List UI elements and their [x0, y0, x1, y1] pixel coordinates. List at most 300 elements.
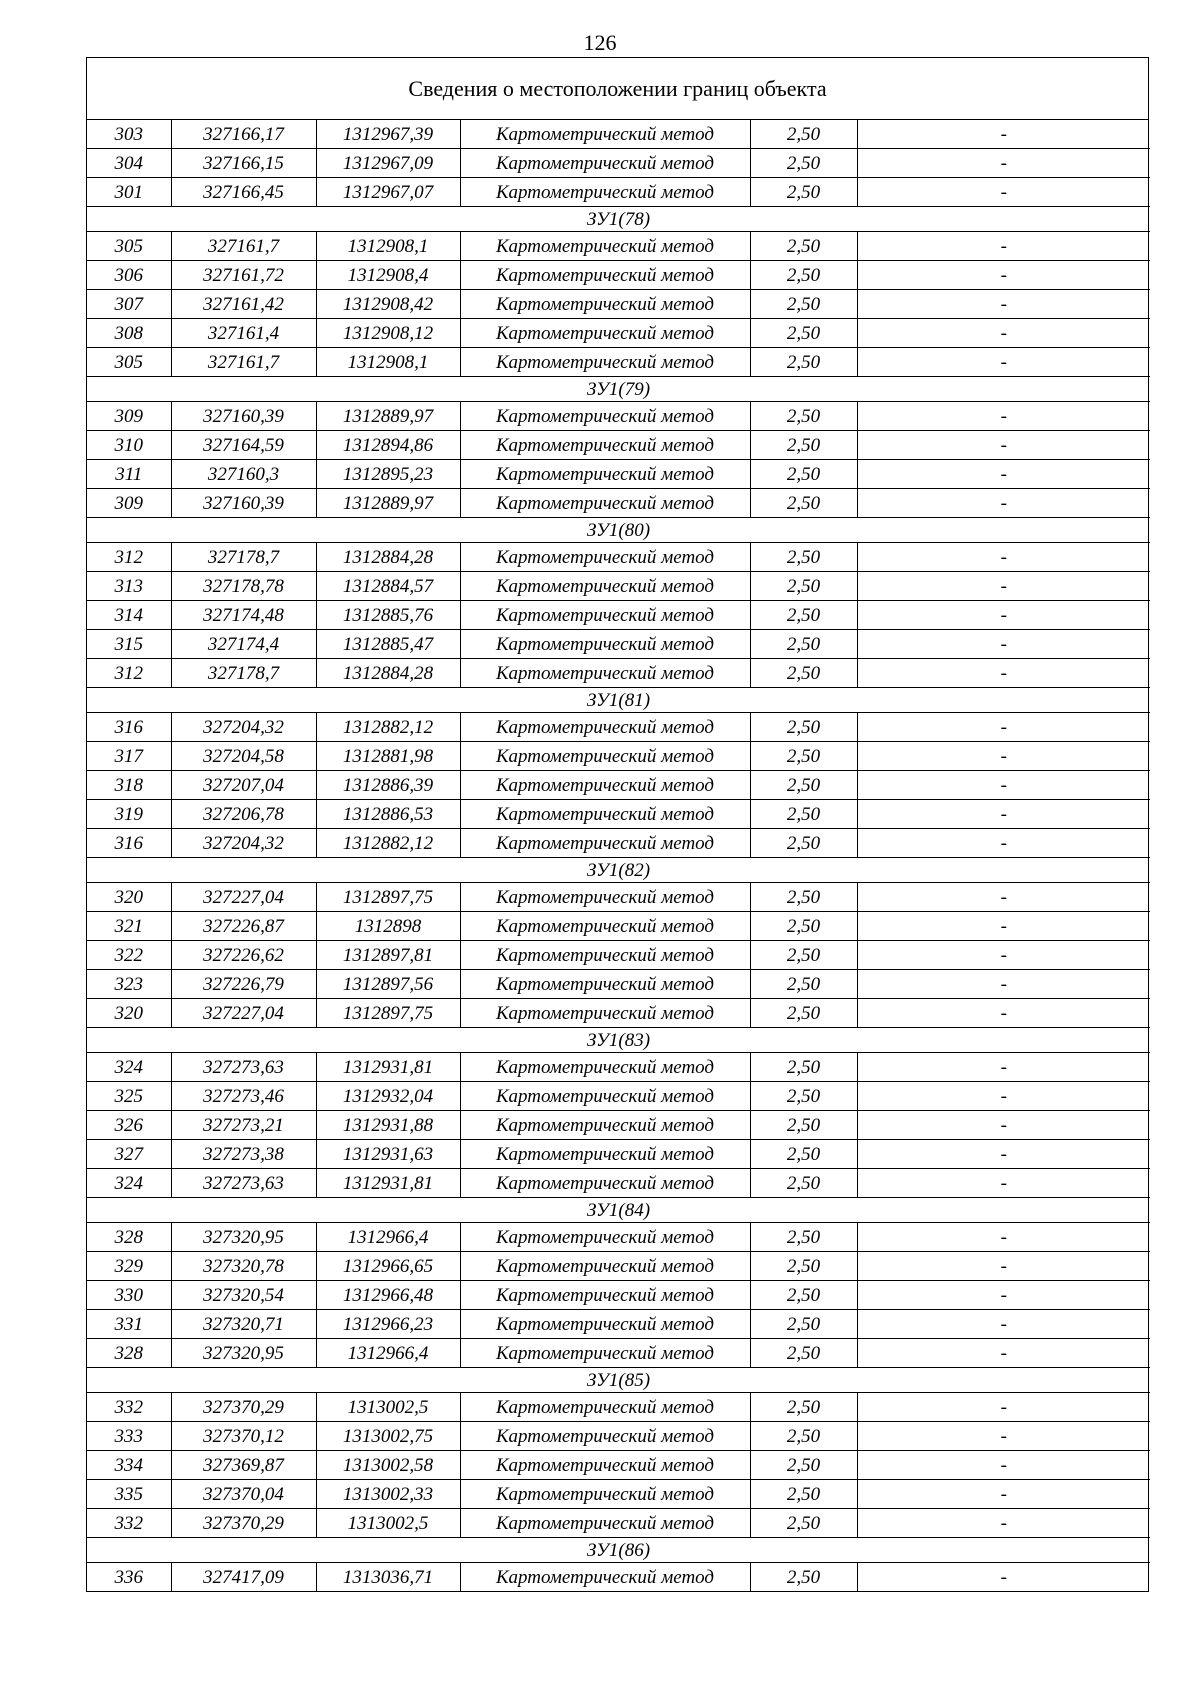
coordinate-x-cell: 327370,12	[171, 1422, 316, 1451]
point-number-cell: 305	[87, 348, 171, 377]
coordinate-y-cell: 1312895,23	[316, 460, 460, 489]
method-cell: Картометрический метод	[460, 402, 750, 431]
group-label: ЗУ1(82)	[87, 858, 1150, 883]
accuracy-cell: 2,50	[750, 713, 857, 742]
coordinate-x-cell: 327166,15	[171, 149, 316, 178]
method-cell: Картометрический метод	[460, 630, 750, 659]
point-number-cell: 333	[87, 1422, 171, 1451]
table-row	[87, 1223, 1150, 1252]
coordinate-y-cell: 1312931,81	[316, 1053, 460, 1082]
description-cell: -	[857, 970, 1150, 999]
coordinate-y-cell: 1312897,75	[316, 999, 460, 1028]
accuracy-cell: 2,50	[750, 1393, 857, 1422]
point-number-cell: 327	[87, 1140, 171, 1169]
coordinate-x-cell: 327174,4	[171, 630, 316, 659]
coordinate-x-cell: 327369,87	[171, 1451, 316, 1480]
coordinate-y-cell: 1312881,98	[316, 742, 460, 771]
accuracy-cell: 2,50	[750, 970, 857, 999]
coordinate-x-cell: 327226,87	[171, 912, 316, 941]
point-number-cell: 304	[87, 149, 171, 178]
point-number-cell: 305	[87, 232, 171, 261]
table-row	[87, 348, 1150, 377]
coordinate-x-cell: 327178,78	[171, 572, 316, 601]
coordinate-y-cell: 1312966,4	[316, 1223, 460, 1252]
group-header-row	[87, 1538, 1150, 1563]
description-cell: -	[857, 319, 1150, 348]
coordinate-y-cell: 1312931,88	[316, 1111, 460, 1140]
table-title: Сведения о местоположении границ объекта	[87, 58, 1148, 120]
description-cell: -	[857, 348, 1150, 377]
method-cell: Картометрический метод	[460, 1140, 750, 1169]
coordinate-x-cell: 327320,54	[171, 1281, 316, 1310]
description-cell: -	[857, 800, 1150, 829]
point-number-cell: 310	[87, 431, 171, 460]
coordinate-y-cell: 1312908,12	[316, 319, 460, 348]
table-row	[87, 572, 1150, 601]
point-number-cell: 319	[87, 800, 171, 829]
method-cell: Картометрический метод	[460, 1169, 750, 1198]
method-cell: Картометрический метод	[460, 149, 750, 178]
table-row	[87, 1310, 1150, 1339]
table-row	[87, 178, 1150, 207]
table-row	[87, 1140, 1150, 1169]
accuracy-cell: 2,50	[750, 149, 857, 178]
method-cell: Картометрический метод	[460, 1422, 750, 1451]
table-row	[87, 1480, 1150, 1509]
coordinate-x-cell: 327204,32	[171, 829, 316, 858]
point-number-cell: 328	[87, 1339, 171, 1368]
table-row	[87, 1053, 1150, 1082]
description-cell: -	[857, 1082, 1150, 1111]
point-number-cell: 320	[87, 883, 171, 912]
coordinate-y-cell: 1312897,81	[316, 941, 460, 970]
coordinate-x-cell: 327160,3	[171, 460, 316, 489]
method-cell: Картометрический метод	[460, 261, 750, 290]
boundary-coordinates-table	[87, 120, 1150, 1591]
table-row	[87, 771, 1150, 800]
coordinate-y-cell: 1312897,75	[316, 883, 460, 912]
accuracy-cell: 2,50	[750, 1422, 857, 1451]
group-header-row	[87, 207, 1150, 232]
point-number-cell: 312	[87, 659, 171, 688]
coordinate-y-cell: 1312908,42	[316, 290, 460, 319]
coordinate-y-cell: 1312932,04	[316, 1082, 460, 1111]
group-label: ЗУ1(79)	[87, 377, 1150, 402]
description-cell: -	[857, 1339, 1150, 1368]
accuracy-cell: 2,50	[750, 460, 857, 489]
group-label: ЗУ1(86)	[87, 1538, 1150, 1563]
description-cell: -	[857, 630, 1150, 659]
accuracy-cell: 2,50	[750, 742, 857, 771]
coordinate-y-cell: 1312898	[316, 912, 460, 941]
description-cell: -	[857, 431, 1150, 460]
table-row	[87, 402, 1150, 431]
description-cell: -	[857, 742, 1150, 771]
method-cell: Картометрический метод	[460, 1111, 750, 1140]
point-number-cell: 315	[87, 630, 171, 659]
point-number-cell: 335	[87, 1480, 171, 1509]
description-cell: -	[857, 713, 1150, 742]
method-cell: Картометрический метод	[460, 460, 750, 489]
method-cell: Картометрический метод	[460, 431, 750, 460]
group-label: ЗУ1(80)	[87, 518, 1150, 543]
coordinate-x-cell: 327161,7	[171, 348, 316, 377]
point-number-cell: 332	[87, 1509, 171, 1538]
point-number-cell: 307	[87, 290, 171, 319]
coordinate-y-cell: 1312967,09	[316, 149, 460, 178]
group-header-row	[87, 858, 1150, 883]
coordinate-x-cell: 327226,62	[171, 941, 316, 970]
method-cell: Картометрический метод	[460, 659, 750, 688]
point-number-cell: 314	[87, 601, 171, 630]
method-cell: Картометрический метод	[460, 1339, 750, 1368]
table-row	[87, 232, 1150, 261]
point-number-cell: 318	[87, 771, 171, 800]
coordinate-x-cell: 327273,38	[171, 1140, 316, 1169]
description-cell: -	[857, 1451, 1150, 1480]
method-cell: Картометрический метод	[460, 1281, 750, 1310]
coordinate-x-cell: 327207,04	[171, 771, 316, 800]
point-number-cell: 311	[87, 460, 171, 489]
method-cell: Картометрический метод	[460, 572, 750, 601]
coordinate-y-cell: 1313002,58	[316, 1451, 460, 1480]
point-number-cell: 306	[87, 261, 171, 290]
table-row	[87, 290, 1150, 319]
method-cell: Картометрический метод	[460, 713, 750, 742]
accuracy-cell: 2,50	[750, 1281, 857, 1310]
table-row	[87, 319, 1150, 348]
coordinate-x-cell: 327164,59	[171, 431, 316, 460]
accuracy-cell: 2,50	[750, 402, 857, 431]
table-row	[87, 261, 1150, 290]
coordinate-y-cell: 1312884,28	[316, 543, 460, 572]
method-cell: Картометрический метод	[460, 1563, 750, 1592]
description-cell: -	[857, 1393, 1150, 1422]
group-label: ЗУ1(84)	[87, 1198, 1150, 1223]
description-cell: -	[857, 912, 1150, 941]
point-number-cell: 301	[87, 178, 171, 207]
accuracy-cell: 2,50	[750, 800, 857, 829]
method-cell: Картометрический метод	[460, 120, 750, 149]
table-row	[87, 120, 1150, 149]
coordinate-x-cell: 327178,7	[171, 659, 316, 688]
description-cell: -	[857, 941, 1150, 970]
description-cell: -	[857, 460, 1150, 489]
accuracy-cell: 2,50	[750, 348, 857, 377]
description-cell: -	[857, 1480, 1150, 1509]
accuracy-cell: 2,50	[750, 572, 857, 601]
point-number-cell: 313	[87, 572, 171, 601]
coordinate-y-cell: 1312931,63	[316, 1140, 460, 1169]
accuracy-cell: 2,50	[750, 1563, 857, 1592]
coordinate-x-cell: 327204,58	[171, 742, 316, 771]
group-header-row	[87, 1198, 1150, 1223]
table-row	[87, 1281, 1150, 1310]
description-cell: -	[857, 1140, 1150, 1169]
coordinate-x-cell: 327370,04	[171, 1480, 316, 1509]
description-cell: -	[857, 1111, 1150, 1140]
table-row	[87, 543, 1150, 572]
table-row	[87, 742, 1150, 771]
coordinate-x-cell: 327227,04	[171, 999, 316, 1028]
description-cell: -	[857, 149, 1150, 178]
group-label: ЗУ1(78)	[87, 207, 1150, 232]
coordinate-y-cell: 1312908,4	[316, 261, 460, 290]
table-row	[87, 489, 1150, 518]
accuracy-cell: 2,50	[750, 1169, 857, 1198]
description-cell: -	[857, 601, 1150, 630]
accuracy-cell: 2,50	[750, 630, 857, 659]
accuracy-cell: 2,50	[750, 771, 857, 800]
table-row	[87, 800, 1150, 829]
point-number-cell: 330	[87, 1281, 171, 1310]
point-number-cell: 321	[87, 912, 171, 941]
accuracy-cell: 2,50	[750, 1053, 857, 1082]
coordinate-x-cell: 327178,7	[171, 543, 316, 572]
coordinate-y-cell: 1313036,71	[316, 1563, 460, 1592]
method-cell: Картометрический метод	[460, 1451, 750, 1480]
coordinate-y-cell: 1312966,65	[316, 1252, 460, 1281]
group-label: ЗУ1(85)	[87, 1368, 1150, 1393]
method-cell: Картометрический метод	[460, 1393, 750, 1422]
method-cell: Картометрический метод	[460, 1252, 750, 1281]
coordinate-x-cell: 327174,48	[171, 601, 316, 630]
coordinate-y-cell: 1312889,97	[316, 489, 460, 518]
accuracy-cell: 2,50	[750, 829, 857, 858]
description-cell: -	[857, 1509, 1150, 1538]
page-number: 126	[583, 30, 617, 55]
accuracy-cell: 2,50	[750, 1111, 857, 1140]
coordinate-y-cell: 1312886,53	[316, 800, 460, 829]
coordinate-x-cell: 327320,78	[171, 1252, 316, 1281]
description-cell: -	[857, 883, 1150, 912]
coordinate-y-cell: 1312966,4	[316, 1339, 460, 1368]
coordinate-y-cell: 1312894,86	[316, 431, 460, 460]
method-cell: Картометрический метод	[460, 543, 750, 572]
point-number-cell: 309	[87, 489, 171, 518]
description-cell: -	[857, 829, 1150, 858]
description-cell: -	[857, 771, 1150, 800]
group-header-row	[87, 1028, 1150, 1053]
coordinate-x-cell: 327161,42	[171, 290, 316, 319]
accuracy-cell: 2,50	[750, 1223, 857, 1252]
table-row	[87, 1509, 1150, 1538]
description-cell: -	[857, 1169, 1150, 1198]
description-cell: -	[857, 261, 1150, 290]
coordinate-y-cell: 1312885,76	[316, 601, 460, 630]
coordinate-y-cell: 1313002,5	[316, 1509, 460, 1538]
group-header-row	[87, 1368, 1150, 1393]
point-number-cell: 308	[87, 319, 171, 348]
group-label: ЗУ1(81)	[87, 688, 1150, 713]
method-cell: Картометрический метод	[460, 912, 750, 941]
point-number-cell: 312	[87, 543, 171, 572]
description-cell: -	[857, 1252, 1150, 1281]
description-cell: -	[857, 999, 1150, 1028]
method-cell: Картометрический метод	[460, 970, 750, 999]
description-cell: -	[857, 120, 1150, 149]
point-number-cell: 336	[87, 1563, 171, 1592]
method-cell: Картометрический метод	[460, 1509, 750, 1538]
accuracy-cell: 2,50	[750, 489, 857, 518]
description-cell: -	[857, 402, 1150, 431]
point-number-cell: 303	[87, 120, 171, 149]
table-body	[87, 120, 1150, 1591]
coordinate-x-cell: 327226,79	[171, 970, 316, 999]
coordinate-x-cell: 327161,72	[171, 261, 316, 290]
description-cell: -	[857, 290, 1150, 319]
table-row	[87, 630, 1150, 659]
description-cell: -	[857, 572, 1150, 601]
accuracy-cell: 2,50	[750, 232, 857, 261]
point-number-cell: 331	[87, 1310, 171, 1339]
coordinate-x-cell: 327166,17	[171, 120, 316, 149]
description-cell: -	[857, 1053, 1150, 1082]
table-row	[87, 1169, 1150, 1198]
boundary-table-frame	[86, 57, 1149, 1592]
point-number-cell: 332	[87, 1393, 171, 1422]
group-header-row	[87, 377, 1150, 402]
coordinate-x-cell: 327166,45	[171, 178, 316, 207]
coordinate-x-cell: 327370,29	[171, 1393, 316, 1422]
accuracy-cell: 2,50	[750, 431, 857, 460]
method-cell: Картометрический метод	[460, 489, 750, 518]
coordinate-x-cell: 327206,78	[171, 800, 316, 829]
table-row	[87, 1111, 1150, 1140]
method-cell: Картометрический метод	[460, 999, 750, 1028]
description-cell: -	[857, 1422, 1150, 1451]
accuracy-cell: 2,50	[750, 601, 857, 630]
table-row	[87, 713, 1150, 742]
point-number-cell: 323	[87, 970, 171, 999]
accuracy-cell: 2,50	[750, 1252, 857, 1281]
coordinate-x-cell: 327320,95	[171, 1223, 316, 1252]
point-number-cell: 328	[87, 1223, 171, 1252]
coordinate-x-cell: 327204,32	[171, 713, 316, 742]
point-number-cell: 320	[87, 999, 171, 1028]
accuracy-cell: 2,50	[750, 319, 857, 348]
point-number-cell: 317	[87, 742, 171, 771]
method-cell: Картометрический метод	[460, 742, 750, 771]
coordinate-y-cell: 1313002,33	[316, 1480, 460, 1509]
point-number-cell: 322	[87, 941, 171, 970]
coordinate-x-cell: 327320,95	[171, 1339, 316, 1368]
table-row	[87, 1393, 1150, 1422]
coordinate-x-cell: 327273,63	[171, 1053, 316, 1082]
point-number-cell: 324	[87, 1053, 171, 1082]
table-row	[87, 460, 1150, 489]
coordinate-x-cell: 327227,04	[171, 883, 316, 912]
method-cell: Картометрический метод	[460, 601, 750, 630]
accuracy-cell: 2,50	[750, 543, 857, 572]
method-cell: Картометрический метод	[460, 800, 750, 829]
description-cell: -	[857, 489, 1150, 518]
coordinate-x-cell: 327161,4	[171, 319, 316, 348]
accuracy-cell: 2,50	[750, 1140, 857, 1169]
description-cell: -	[857, 232, 1150, 261]
description-cell: -	[857, 543, 1150, 572]
method-cell: Картометрический метод	[460, 178, 750, 207]
table-row	[87, 1563, 1150, 1592]
point-number-cell: 329	[87, 1252, 171, 1281]
coordinate-x-cell: 327273,46	[171, 1082, 316, 1111]
coordinate-y-cell: 1312908,1	[316, 232, 460, 261]
accuracy-cell: 2,50	[750, 1082, 857, 1111]
method-cell: Картометрический метод	[460, 1082, 750, 1111]
method-cell: Картометрический метод	[460, 319, 750, 348]
coordinate-y-cell: 1312886,39	[316, 771, 460, 800]
coordinate-x-cell: 327370,29	[171, 1509, 316, 1538]
point-number-cell: 316	[87, 713, 171, 742]
table-row	[87, 1339, 1150, 1368]
table-row	[87, 941, 1150, 970]
coordinate-y-cell: 1312931,81	[316, 1169, 460, 1198]
coordinate-y-cell: 1313002,75	[316, 1422, 460, 1451]
method-cell: Картометрический метод	[460, 1310, 750, 1339]
coordinate-y-cell: 1312882,12	[316, 829, 460, 858]
accuracy-cell: 2,50	[750, 1509, 857, 1538]
coordinate-y-cell: 1312966,48	[316, 1281, 460, 1310]
coordinate-y-cell: 1312889,97	[316, 402, 460, 431]
table-row	[87, 1082, 1150, 1111]
point-number-cell: 324	[87, 1169, 171, 1198]
accuracy-cell: 2,50	[750, 941, 857, 970]
point-number-cell: 334	[87, 1451, 171, 1480]
accuracy-cell: 2,50	[750, 883, 857, 912]
method-cell: Картометрический метод	[460, 1480, 750, 1509]
table-row	[87, 659, 1150, 688]
group-header-row	[87, 518, 1150, 543]
group-label: ЗУ1(83)	[87, 1028, 1150, 1053]
table-row	[87, 970, 1150, 999]
description-cell: -	[857, 659, 1150, 688]
method-cell: Картометрический метод	[460, 1053, 750, 1082]
accuracy-cell: 2,50	[750, 999, 857, 1028]
accuracy-cell: 2,50	[750, 120, 857, 149]
coordinate-y-cell: 1312908,1	[316, 348, 460, 377]
coordinate-x-cell: 327320,71	[171, 1310, 316, 1339]
accuracy-cell: 2,50	[750, 1339, 857, 1368]
coordinate-x-cell: 327417,09	[171, 1563, 316, 1592]
table-row	[87, 1451, 1150, 1480]
accuracy-cell: 2,50	[750, 1310, 857, 1339]
table-row	[87, 999, 1150, 1028]
coordinate-y-cell: 1312966,23	[316, 1310, 460, 1339]
point-number-cell: 326	[87, 1111, 171, 1140]
coordinate-x-cell: 327273,63	[171, 1169, 316, 1198]
point-number-cell: 325	[87, 1082, 171, 1111]
method-cell: Картометрический метод	[460, 829, 750, 858]
coordinate-x-cell: 327160,39	[171, 489, 316, 518]
table-row	[87, 1422, 1150, 1451]
accuracy-cell: 2,50	[750, 1451, 857, 1480]
method-cell: Картометрический метод	[460, 883, 750, 912]
table-row	[87, 1252, 1150, 1281]
coordinate-x-cell: 327160,39	[171, 402, 316, 431]
coordinate-y-cell: 1312885,47	[316, 630, 460, 659]
accuracy-cell: 2,50	[750, 178, 857, 207]
coordinate-y-cell: 1312882,12	[316, 713, 460, 742]
coordinate-y-cell: 1313002,5	[316, 1393, 460, 1422]
coordinate-y-cell: 1312884,28	[316, 659, 460, 688]
table-row	[87, 829, 1150, 858]
coordinate-y-cell: 1312897,56	[316, 970, 460, 999]
accuracy-cell: 2,50	[750, 659, 857, 688]
method-cell: Картометрический метод	[460, 290, 750, 319]
description-cell: -	[857, 1563, 1150, 1592]
accuracy-cell: 2,50	[750, 1480, 857, 1509]
description-cell: -	[857, 1310, 1150, 1339]
